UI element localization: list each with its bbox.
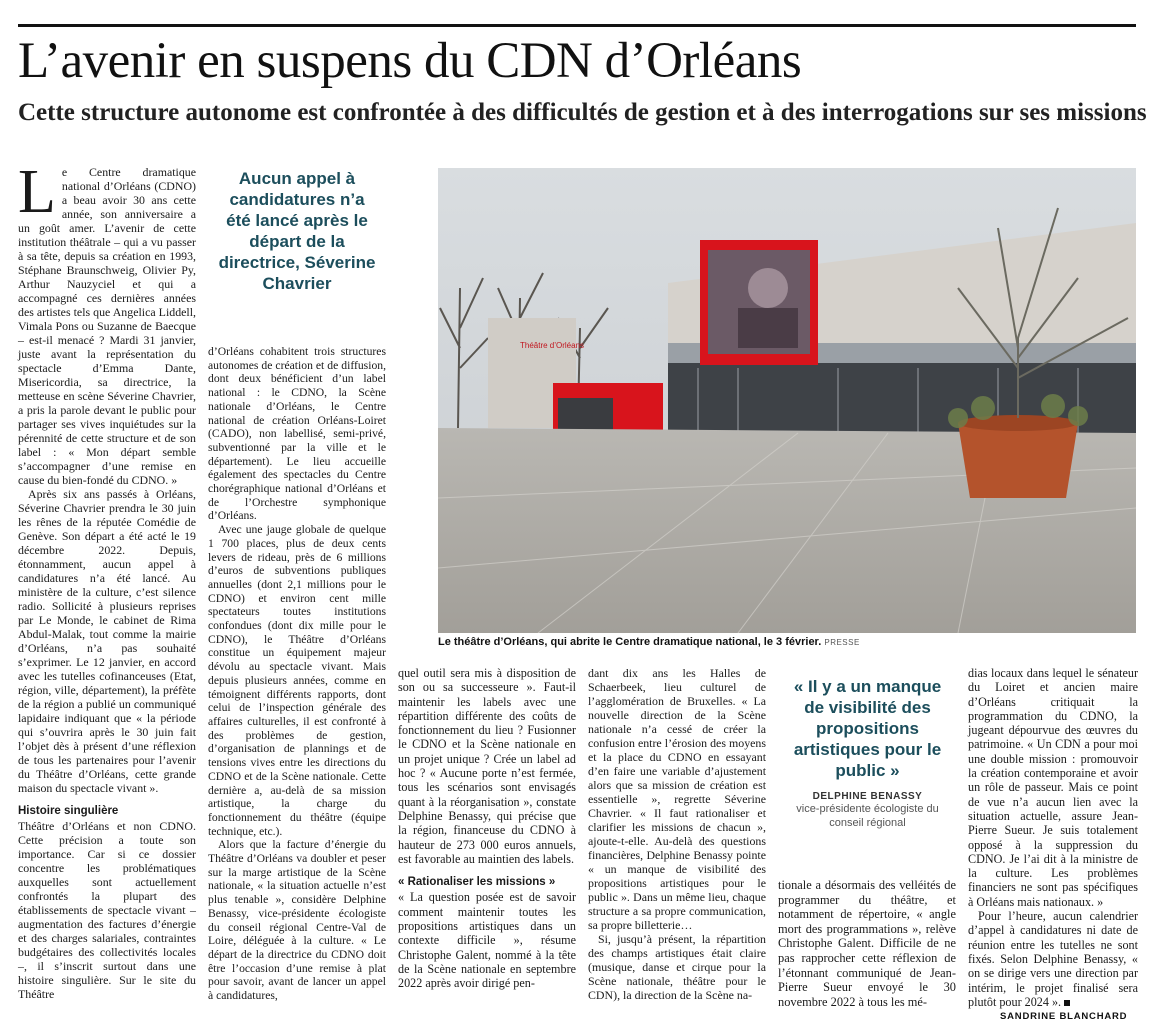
paragraph: quel outil sera mis à disposition de son ou sa successeure ». Faut-il maintenir les labels avec une répartition différente des coûts de fonctionnement du lieu ? Fusionner le CDNO et la Scène nationale en un projet unique ? Crée un label ad hoc ? « Aucune porte n’est fermée, tous les scénarios sont envisagés quant à la réorganisation », constate Delphine Benassy, qui précise que la région, financeuse du CDNO à hauteur de 273 000 euros annuels, est favorable au maintien des labels. [398,666,576,866]
section-heading: « Rationaliser les missions » [398,876,556,889]
paragraph: dias locaux dans lequel le sénateur du Loiret et ancien maire d’Orléans critiquait la programmation du CDNO, la jugeant dépourvue des œuvres du patrimoine. « Un CDN a pour moi une double mission : promouvoir la création contemporaine et avoir un rôle de passeur. Mais ce point de vue n’a aucun lien avec la situation actuelle, assure Jean-Pierre Sueur. Je suis totalement opposé à la suppression du CDNO. Je l’ai dit à la ministre de la culture. Les problèmes financiers ne sont pas spécifiques à Orléans mais nationaux. » [968,666,1138,909]
column-6 [968,666,1138,1009]
column-4 [588,666,766,1002]
paragraph: Avec une jauge globale de quelque 1 700 places, plus de deux cents levers de rideau, près de 6 millions d’euros de subventions publiques annuelles (dont 2,1 millions pour le CDNO) et environ cent mille spectateurs toutes institutions confondues (dont dix mille pour le CDNO), le Théâtre d’Orléans constitue un équipement majeur dévolu au spectacle vivant. Mais depuis plusieurs années, comme en témoignent différents rapports, dont celui de l’inspection générale des affaires culturelles, il est confronté à des problèmes de gestion, d’organisation de plannings et de tensions vives entre les directions du CDNO et de la Scène nationale. Cette dernière a, au-delà de sa mission artistique, la charge du fonctionnement du théâtre (équipe technique, etc.). [208,523,386,838]
paragraph: Si, jusqu’à présent, la répartition des champs artistiques était claire (musique, danse et cirque pour la Scène nationale, théâtre pour le CDN), la direction de la Scène na- [588,932,766,1002]
quote-author: DELPHINE BENASSY [812,791,923,802]
paragraph: Théâtre d’Orléans et non CDNO. Cette précision a toute son importance. Car si ce dossier concentre les problématiques auxquelles sont actuellement confrontés la plupart des établissements de spectacle vivant – augmentation des factures d’énergie et des charges salariales, contraintes budgétaires des collectivités locales –, il s’inscrit surtout dans une histoire singulière. Sur le site du Théâtre [18,819,196,1001]
photo-credit: PRESSE [824,638,860,647]
column-5 [778,878,956,1009]
paragraph: Après six ans passés à Orléans, Séverine Chavrier prendra le 30 juin les rênes de la réputée Comédie de Genève. Son départ a été acté le 19 décembre 2022. Depuis, étonnamment, aucun appel à candidatures n’a été lancé. Au ministère de la culture, c’est silence radio. Sollicité à plusieurs reprises par Le Monde, le cabinet de Rima Abdul-Malak, tout comme la mairie d’Orléans, n’a pas souhaité s’exprimer. Le 12 janvier, en accord avec les tutelles cofinanceuses (Etat, région, ville, département), la préfète de la région a publié un communiqué lapidaire indiquant que « la période qui s’ouvrira après le 30 juin fait l’objet dès à présent d’une réflexion de tous les partenaires pour l’avenir du Théâtre d’Orléans, cette grande maison du spectacle vivant ». [18,487,196,795]
paragraph-text: e Centre dramatique national d’Orléans (CDNO) a beau avoir 30 ans cette année, son anniversaire a un goût amer. L’avenir de cette institution théâtrale – qui a vu passer à sa tête, depuis sa création en 1993, Stéphane Braunschweig, Olivier Py, Arthur Nauzyciel et qui a accompagné ces dernières années des artistes tels que Angelica Liddell, Vimala Pons ou Suzanne de Baecque – est-il menacé ? Mardi 31 janvier, juste avant la représentation du spectacle d’Emma Dante, Misericordia, sa directrice, la metteuse en scène Séverine Chavrier, a pris la parole devant le public pour partager ses vives inquiétudes sur la pérennité de cette structure et de son label : « Mon départ semble s’accompagner d’une remise en cause du bien-fondé du CDNO. » [18,165,196,487]
quote-text: « Il y a un manque de visibilité des propositions artistiques pour le public » [793,677,942,780]
paragraph: Alors que la facture d’énergie du Théâtre d’Orléans va doubler et peser sur la marge artistique de la Scène nationale, « la situation actuelle n’est plus tenable », considère Delphine Benassy, vice-présidente écologiste du conseil régional Centre-Val de Loire, déléguée à la culture. « Le départ de la directrice du CDNO doit être l’occasion d’une remise à plat pour savoir, avant de lancer un appel à candidatures, [208,838,386,1003]
end-mark [1064,1000,1070,1006]
article-subtitle: Cette structure autonome est confrontée à des difficultés de gestion et à des interrogations sur ses missions [18,99,1147,126]
paragraph: d’Orléans cohabitent trois structures autonomes de création et de diffusion, dont deux bénéficient d’un label national : le CDNO, la Scène nationale d’Orléans, le Centre national de création Orléans-Loiret (CADO), non labellisé, semi-privé, subventionné par la ville et le département). Le lieu accueille également des spectacles du Centre chorégraphique national d’Orléans et de l’Orchestre symphonique d’Orléans. [208,345,386,523]
paragraph: « La question posée est de savoir comment maintenir toutes les propositions artistiques dans un contexte difficile », résume Christophe Galent, nommé à la tête de la Scène nationale en septembre 2022 après avoir dirigé pen- [398,890,576,991]
article-title: L’avenir en suspens du CDN d’Orléans [18,33,802,89]
column-3 [398,666,576,991]
theatre-photo [438,168,1136,633]
top-rule [18,24,1136,27]
pull-quote: Aucun appel à candidatures n’a été lancé après le départ de la directrice, Séverine Chavrier [218,169,376,293]
theatre-sign: Théâtre d’Orléans [520,341,585,350]
paragraph [968,909,1138,1009]
quote-role: vice-présidente écologiste du conseil régional [796,803,939,829]
paragraph [18,158,196,487]
column-1 [18,158,196,1001]
drop-cap: L [18,158,56,226]
quote-box [785,676,950,830]
photo-caption [438,636,1138,648]
paragraph: dant dix ans les Halles de Schaerbeek, lieu culturel de l’agglomération de Bruxelles. « La nouvelle direction de la Scène nationale n’a cessé de créer la confusion entre l’érosion des moyens et la place du CDNO en essayant d’en faire une variable d’ajustement alors que sa mission de création est essentielle », regrette Séverine Chavrier. « Il faut rationaliser et clarifier les missions de chacun », ajoute-t-elle. Au-delà des questions financières, Delphine Benassy pointe « un manque de visibilité des propositions artistiques pour le public ». Dans un même lieu, chaque structure a sa propre communication, sa propre billetterie… [588,666,766,932]
column-2 [208,345,386,1003]
caption-text: Le théâtre d’Orléans, qui abrite le Centre dramatique national, le 3 février. [438,636,822,648]
theatre-illustration [438,168,1136,633]
section-heading: Histoire singulière [18,805,119,817]
byline: SANDRINE BLANCHARD [1000,1011,1128,1022]
paragraph: tionale a désormais des velléités de programmer du théâtre, et notamment de répertoire, « angle mort des programmations », relève Christophe Galent. Difficile de ne pas rapprocher cette réflexion de l’étonnant communiqué de Jean-Pierre Sueur envoyé le 30 novembre 2022 à tous les mé- [778,878,956,1009]
paragraph-text: Pour l’heure, aucun calendrier d’appel à candidatures ni date de réunion entre les tutelles ne sont fixés. Selon Delphine Benassy, « on se dirige vers une direction par intérim, le projet finalisé sera plutôt pour 2024 ». [968,909,1138,1009]
